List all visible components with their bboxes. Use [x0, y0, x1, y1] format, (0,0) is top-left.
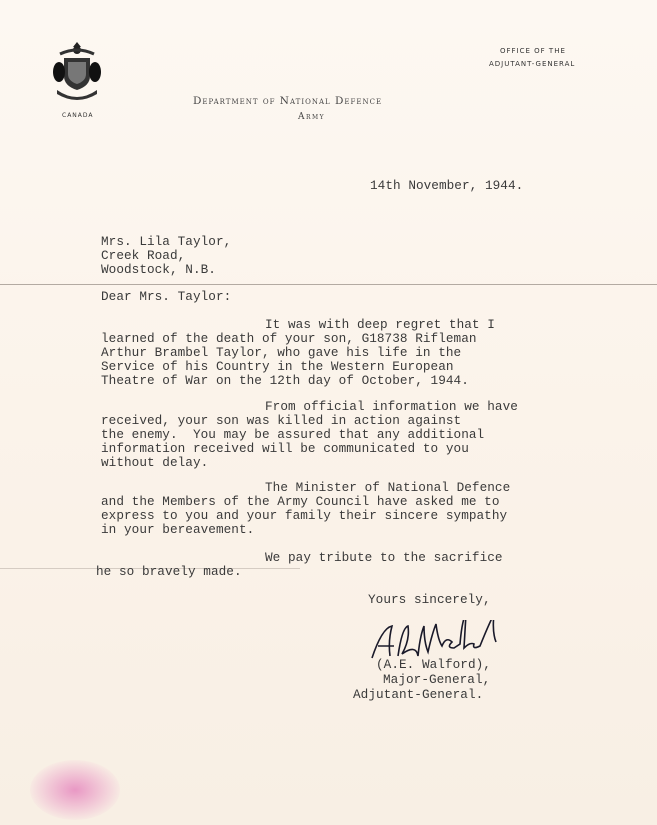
body-line: and the Members of the Army Council have asked me to	[101, 494, 500, 509]
body-line: Service of his Country in the Western European	[101, 359, 454, 374]
office-line-2: ADJUTANT-GENERAL	[489, 60, 576, 68]
canada-coat-of-arms-icon	[52, 40, 102, 108]
address-line: Creek Road,	[101, 248, 186, 263]
signatory-rank: Major-General,	[383, 672, 491, 687]
body-line: Arthur Brambel Taylor, who gave his life in the	[101, 345, 462, 360]
body-line: received, your son was killed in action against	[101, 413, 462, 428]
address-line: Mrs. Lila Taylor,	[101, 234, 232, 249]
body-line: information received will be communicated to you	[101, 441, 469, 456]
department-heading: Department of National Defence	[193, 95, 383, 107]
branch-heading: Army	[298, 112, 326, 122]
body-line: From official information we have	[265, 399, 518, 414]
body-line: the enemy. You may be assured that any additional	[101, 427, 485, 442]
body-line: in your bereavement.	[101, 522, 255, 537]
body-line: It was with deep regret that I	[265, 317, 495, 332]
address-line: Woodstock, N.B.	[101, 262, 216, 277]
crest-caption: CANADA	[62, 112, 94, 119]
body-line: The Minister of National Defence	[265, 480, 511, 495]
letter-date: 14th November, 1944.	[370, 178, 524, 193]
body-line: We pay tribute to the sacrifice	[265, 550, 503, 565]
fold-line	[0, 284, 657, 285]
body-line: express to you and your family their sincere sympathy	[101, 508, 508, 523]
body-line: without delay.	[101, 455, 209, 470]
body-line: learned of the death of your son, G18738 Rifleman	[101, 331, 477, 346]
salutation: Dear Mrs. Taylor:	[101, 289, 232, 304]
body-line: Theatre of War on the 12th day of October, 1944.	[101, 373, 469, 388]
ink-stain	[30, 760, 120, 820]
body-line: he so bravely made.	[96, 564, 242, 579]
signatory-name: (A.E. Walford),	[376, 657, 491, 672]
closing: Yours sincerely,	[368, 592, 491, 607]
signatory-title: Adjutant-General.	[353, 687, 484, 702]
office-line-1: OFFICE OF THE	[500, 47, 566, 55]
